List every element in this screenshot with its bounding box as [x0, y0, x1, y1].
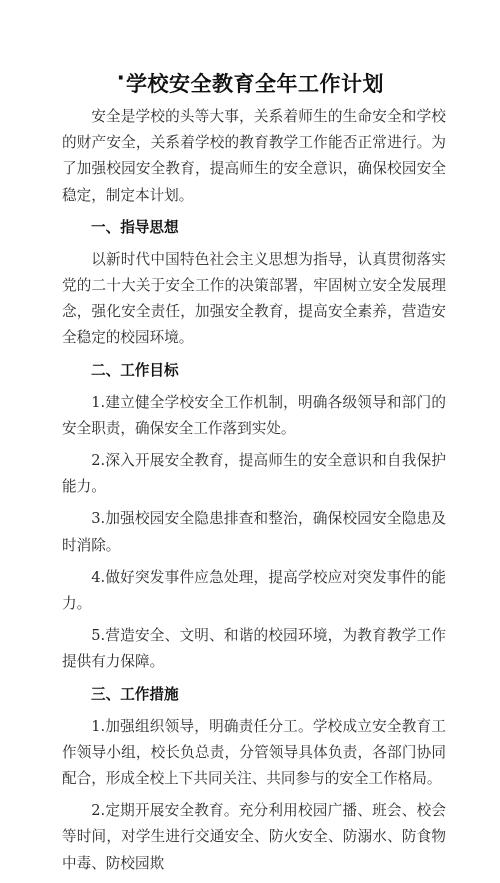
section-heading-work-goals: 二、工作目标 — [91, 361, 179, 379]
section-paragraph: 以新时代中国特色社会主义思想为指导，认真贯彻落实党的二十大关于安全工作的决策部署，牢固树立安全发展理念，强化安全责任，加强安全教育，提高安全素养，营造安全稳定的校园环境。 — [62, 250, 446, 347]
intro-paragraph: 安全是学校的头等大事，关系着师生的生命安全和学校的财产安全，关系着学校的教育教学工作能否正常进行。为了加强校园安全教育，提高师生的安全意识，确保校园安全稳定，制定本计划。 — [62, 108, 446, 204]
section-heading-guiding-ideology: 一、指导思想 — [91, 218, 179, 236]
measure-item-2: 2.定期开展安全教育。充分利用校园广播、班会、校会等时间，对学生进行交通安全、防火安全、防溺水、防食物中毒、防校园欺 — [62, 802, 446, 872]
title-dot-mark: · — [116, 66, 126, 90]
goal-item-5: 5.营造安全、文明、和谐的校园环境，为教育教学工作提供有力保障。 — [62, 627, 446, 671]
goal-item-2: 2.深入开展安全教育，提高师生的安全意识和自我保护能力。 — [62, 452, 446, 496]
measure-item-1: 1.加强组织领导，明确责任分工。学校成立安全教育工作领导小组，校长负总责，分管领导具体负责，各部门协同配合，形成全校上下共同关注、共同参与的安全工作格局。 — [62, 717, 446, 788]
goal-item-4: 4.做好突发事件应急处理，提高学校应对突发事件的能力。 — [62, 568, 446, 613]
goal-item-3: 3.加强校园安全隐患排查和整治，确保校园安全隐患及时消除。 — [62, 510, 446, 554]
document-body — [62, 104, 446, 883]
document-title-text: 学校安全教育全年工作计划 — [126, 72, 384, 96]
goal-item-1: 1.建立健全学校安全工作机制，明确各级领导和部门的安全职责，确保安全工作落到实处。 — [62, 393, 446, 437]
section-heading-work-measures: 三、工作措施 — [91, 685, 179, 703]
document-title — [0, 66, 500, 98]
